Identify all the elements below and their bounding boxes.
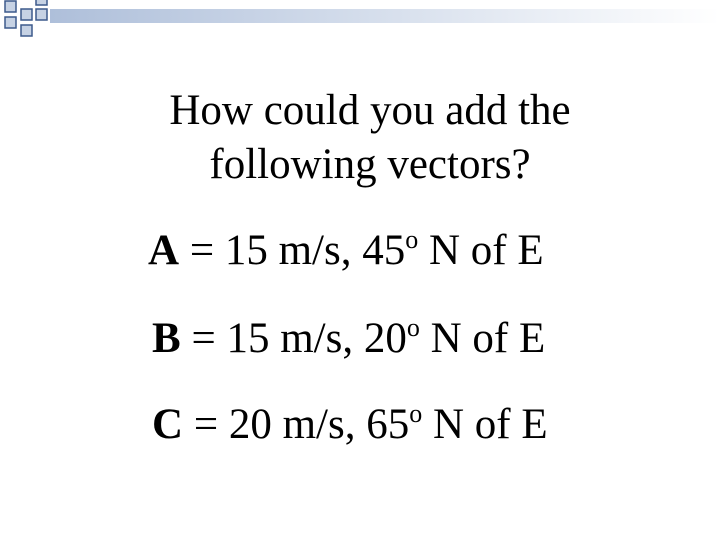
title-line-2: following vectors? [209, 141, 531, 188]
decor-square [21, 25, 32, 36]
vector-b-direction: N of E [419, 315, 546, 362]
decor-square [5, 1, 16, 12]
vector-c-line [152, 400, 548, 455]
vector-c-direction: N of E [422, 401, 548, 448]
decor-square [36, 9, 47, 20]
vector-c-magnitude: = 20 m/s, 65 [183, 401, 410, 448]
decorative-squares-banner [0, 0, 720, 50]
vector-a-degree: o [405, 225, 419, 254]
decor-square [5, 17, 16, 28]
vector-c-degree: o [409, 399, 423, 428]
banner-gradient-bar [50, 9, 720, 23]
decor-square [36, 0, 47, 5]
vector-b-line [152, 314, 545, 369]
vector-b-magnitude: = 15 m/s, 20 [180, 315, 407, 362]
vector-b-degree: o [406, 313, 420, 342]
slide-title [0, 84, 720, 192]
decor-square [21, 9, 32, 20]
vector-a-line [148, 226, 544, 281]
vector-a-letter: A [148, 227, 180, 274]
vector-a-direction: N of E [418, 227, 544, 274]
vector-c-letter: C [152, 401, 184, 448]
vector-a-magnitude: = 15 m/s, 45 [179, 227, 406, 274]
vector-b-letter: B [152, 315, 181, 362]
title-line-1: How could you add the [169, 87, 571, 134]
